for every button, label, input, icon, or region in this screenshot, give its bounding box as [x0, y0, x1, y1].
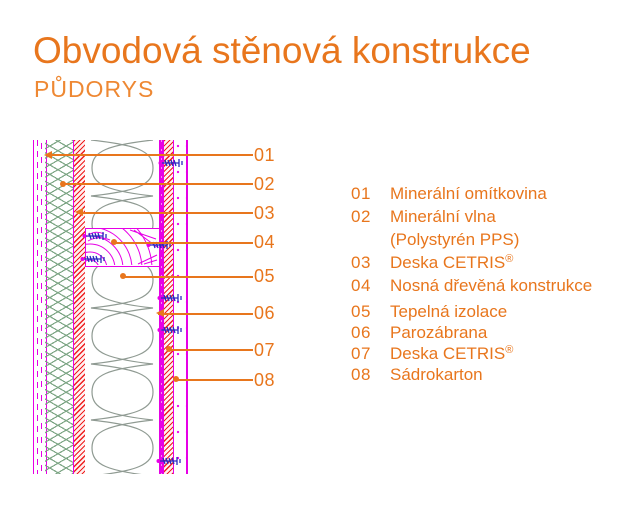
legend-row-05 — [351, 301, 621, 322]
legend-num-06: 06 — [351, 322, 371, 342]
callout-line-03 — [77, 212, 253, 214]
legend-label-03: Deska CETRIS — [390, 252, 506, 272]
screw-fastener-icon — [158, 156, 184, 168]
legend-row-06 — [351, 322, 621, 343]
callout-line-07 — [169, 349, 253, 351]
registered-trademark-icon: ® — [505, 252, 514, 265]
callout-line-05 — [123, 276, 253, 278]
registered-trademark-icon: ® — [505, 343, 514, 356]
callout-number-02: 02 — [254, 174, 276, 194]
legend-row-02b — [351, 228, 621, 251]
wall-section-drawing — [33, 140, 187, 474]
screw-fastener-icon — [146, 238, 172, 250]
screw-fastener-icon — [157, 291, 183, 303]
legend-label-04: Nosná dřevěná konstrukce — [390, 275, 593, 295]
layer-plasterboard — [173, 140, 188, 474]
legend-row-08 — [351, 364, 621, 385]
legend-label-02-line2: (Polystyrén PPS) — [390, 229, 520, 249]
callout-number-06: 06 — [254, 303, 276, 323]
legend-num-08: 08 — [351, 364, 371, 384]
legend-num-04: 04 — [351, 275, 371, 295]
callout-line-06 — [158, 313, 253, 315]
insulation-loops-pattern — [85, 140, 160, 474]
legend-num-05: 05 — [351, 301, 371, 321]
screw-fastener-icon — [156, 454, 182, 466]
legend-row-01 — [351, 182, 621, 205]
callout-line-02 — [63, 183, 253, 185]
legend-label-02: Minerální vlna — [390, 206, 496, 226]
callout-number-08: 08 — [254, 370, 276, 390]
callout-number-03: 03 — [254, 203, 276, 223]
legend-label-06: Parozábrana — [390, 322, 488, 342]
legend-row-04 — [351, 274, 621, 297]
legend-row-02 — [351, 205, 621, 228]
callout-number-05: 05 — [254, 266, 276, 286]
page-title: Obvodová stěnová konstrukce — [33, 30, 531, 71]
legend-row-03 — [351, 251, 621, 274]
materials-legend — [351, 182, 621, 385]
callout-number-04: 04 — [254, 232, 276, 252]
legend-label-05: Tepelná izolace — [390, 301, 508, 321]
legend-label-01: Minerální omítkovina — [390, 183, 547, 203]
screw-fastener-icon — [157, 323, 183, 335]
legend-label-08: Sádrokarton — [390, 364, 483, 384]
legend-row-07 — [351, 343, 621, 364]
legend-num-03: 03 — [351, 252, 371, 272]
screw-fastener-icon — [82, 229, 108, 241]
screw-fastener-icon — [80, 252, 106, 264]
page-subtitle: PŮDORYS — [34, 76, 155, 102]
callout-number-07: 07 — [254, 340, 276, 360]
layer-mineral-wool — [45, 140, 73, 474]
callout-line-04 — [114, 242, 253, 244]
legend-num-07: 07 — [351, 343, 371, 363]
callout-number-01: 01 — [254, 145, 276, 165]
legend-num-02: 02 — [351, 206, 371, 226]
legend-num-01: 01 — [351, 183, 371, 203]
layer-thermal-insulation — [85, 140, 160, 474]
legend-label-07: Deska CETRIS — [390, 343, 506, 363]
callout-line-08 — [176, 379, 253, 381]
callout-line-01 — [46, 154, 253, 156]
